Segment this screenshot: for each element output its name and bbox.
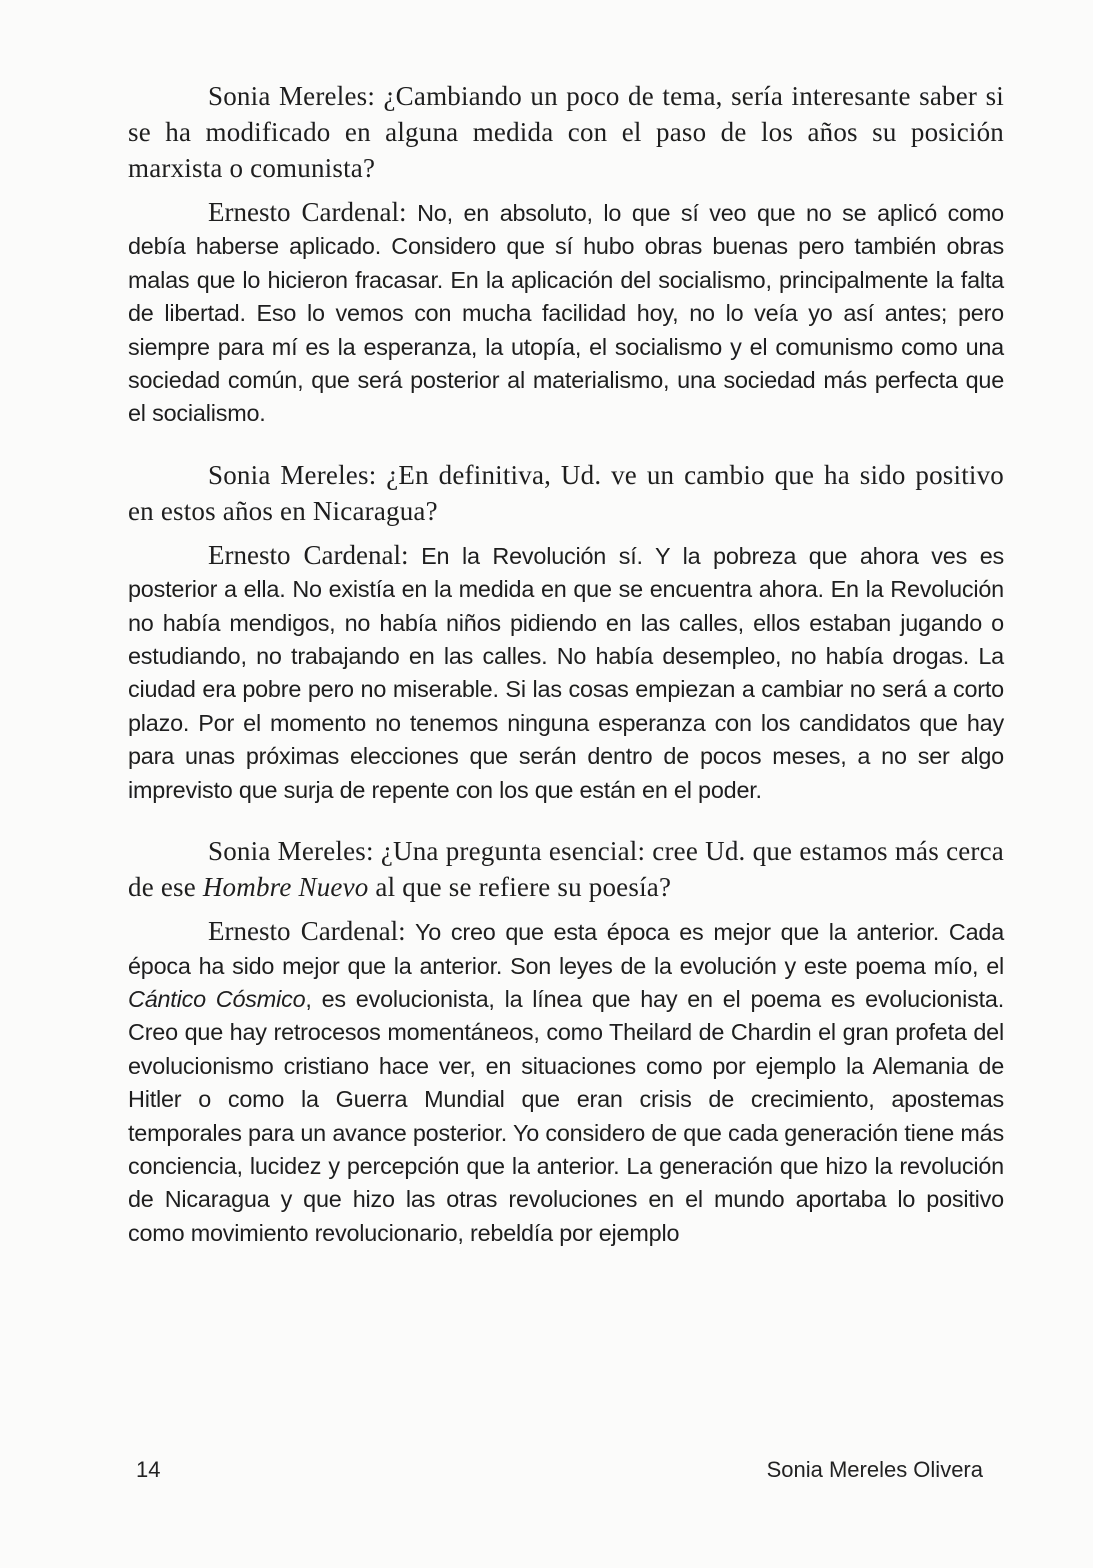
question-paragraph — [128, 457, 1004, 529]
speaker-label: Sonia Mereles: — [208, 459, 377, 490]
paragraph-text: Yo creo que esta época es mejor que la anterior. Cada época ha sido mejor que la anterior. Son leyes de la evolución y este poema mío, el — [128, 919, 1004, 979]
page-body — [128, 78, 1004, 1250]
speaker-label: Ernesto Cardenal: — [208, 539, 409, 570]
emphasis-text: Cántico Cósmico — [128, 985, 306, 1012]
speaker-label: Ernesto Cardenal: — [208, 197, 407, 227]
speaker-label: Ernesto Cardenal: — [208, 916, 406, 947]
answer-paragraph — [128, 539, 1004, 807]
speaker-label: Sonia Mereles: — [208, 81, 376, 111]
answer-paragraph — [128, 196, 1004, 431]
paragraph-text: al que se refiere su poesía? — [368, 872, 672, 903]
paragraph-text: No, en absoluto, lo que sí veo que no se aplicó como debía haberse aplicado. Considero que sí hubo obras buenas pero también obras malas que lo hicieron fracasar. En la aplicación del socialismo, principalmente la falta de libertad. Eso lo vemos con mucha facilidad hoy, no lo veía yo así antes; pero siempre para mí es la esperanza, la utopía, el socialismo y el comunismo como una sociedad común, que será posterior al materialismo, una sociedad más perfecta que el socialismo. — [128, 200, 1004, 427]
emphasis-text: Hombre Nuevo — [202, 872, 369, 903]
paragraph-text: , es evolucionista, la línea que hay en el poema es evolucionista. Creo que hay retrocesos momentáneos, como Theilard de Chardin el gran profeta del evolucionismo cristiano hace ver, en situaciones como por ejemplo la Alemania de Hitler o como la Guerra Mundial que eran crisis de crecimiento, apostemas temporales para un avance posterior. Yo considero de que cada generación tiene más conciencia, lucidez y percepción que la anterior. La generación que hizo la revolución de Nicaragua y que hizo las otras revoluciones en el mundo aportaba lo positivo como movimiento revolucionario, rebeldía por ejemplo — [128, 985, 1004, 1246]
question-paragraph — [128, 78, 1004, 186]
running-head: Sonia Mereles Olivera — [766, 1457, 983, 1482]
page-number: 14 — [136, 1457, 161, 1482]
paragraph-text: ¿Una pregunta esencial: cree Ud. que estamos más cerca de ese — [128, 836, 1004, 903]
speaker-label: Sonia Mereles: — [208, 836, 374, 867]
question-paragraph — [128, 833, 1004, 905]
paragraph-text: ¿Cambiando un poco de tema, sería interesante saber si se ha modificado en alguna medida con el paso de los años su posición marxista o comunista? — [128, 81, 1004, 183]
answer-paragraph — [128, 915, 1004, 1250]
paragraph-text: ¿En definitiva, Ud. ve un cambio que ha sido positivo en estos años en Nicaragua? — [128, 459, 1004, 526]
paragraph-text: En la Revolución sí. Y la pobreza que ahora ves es posterior a ella. No existía en la medida en que se encuentra ahora. En la Revolución no había mendigos, no había niños pidiendo en las calles, ellos estaban jugando o estudiando, no trabajando en las calles. No había desempleo, no había drogas. La ciudad era pobre pero no miserable. Si las cosas empiezan a cambiar no será a corto plazo. Por el momento no tenemos ninguna esperanza con los candidatos que hay para unas próximas elecciones que serán dentro de pocos meses, a no ser algo imprevisto que surja de repente con los que están en el poder. — [128, 542, 1004, 803]
